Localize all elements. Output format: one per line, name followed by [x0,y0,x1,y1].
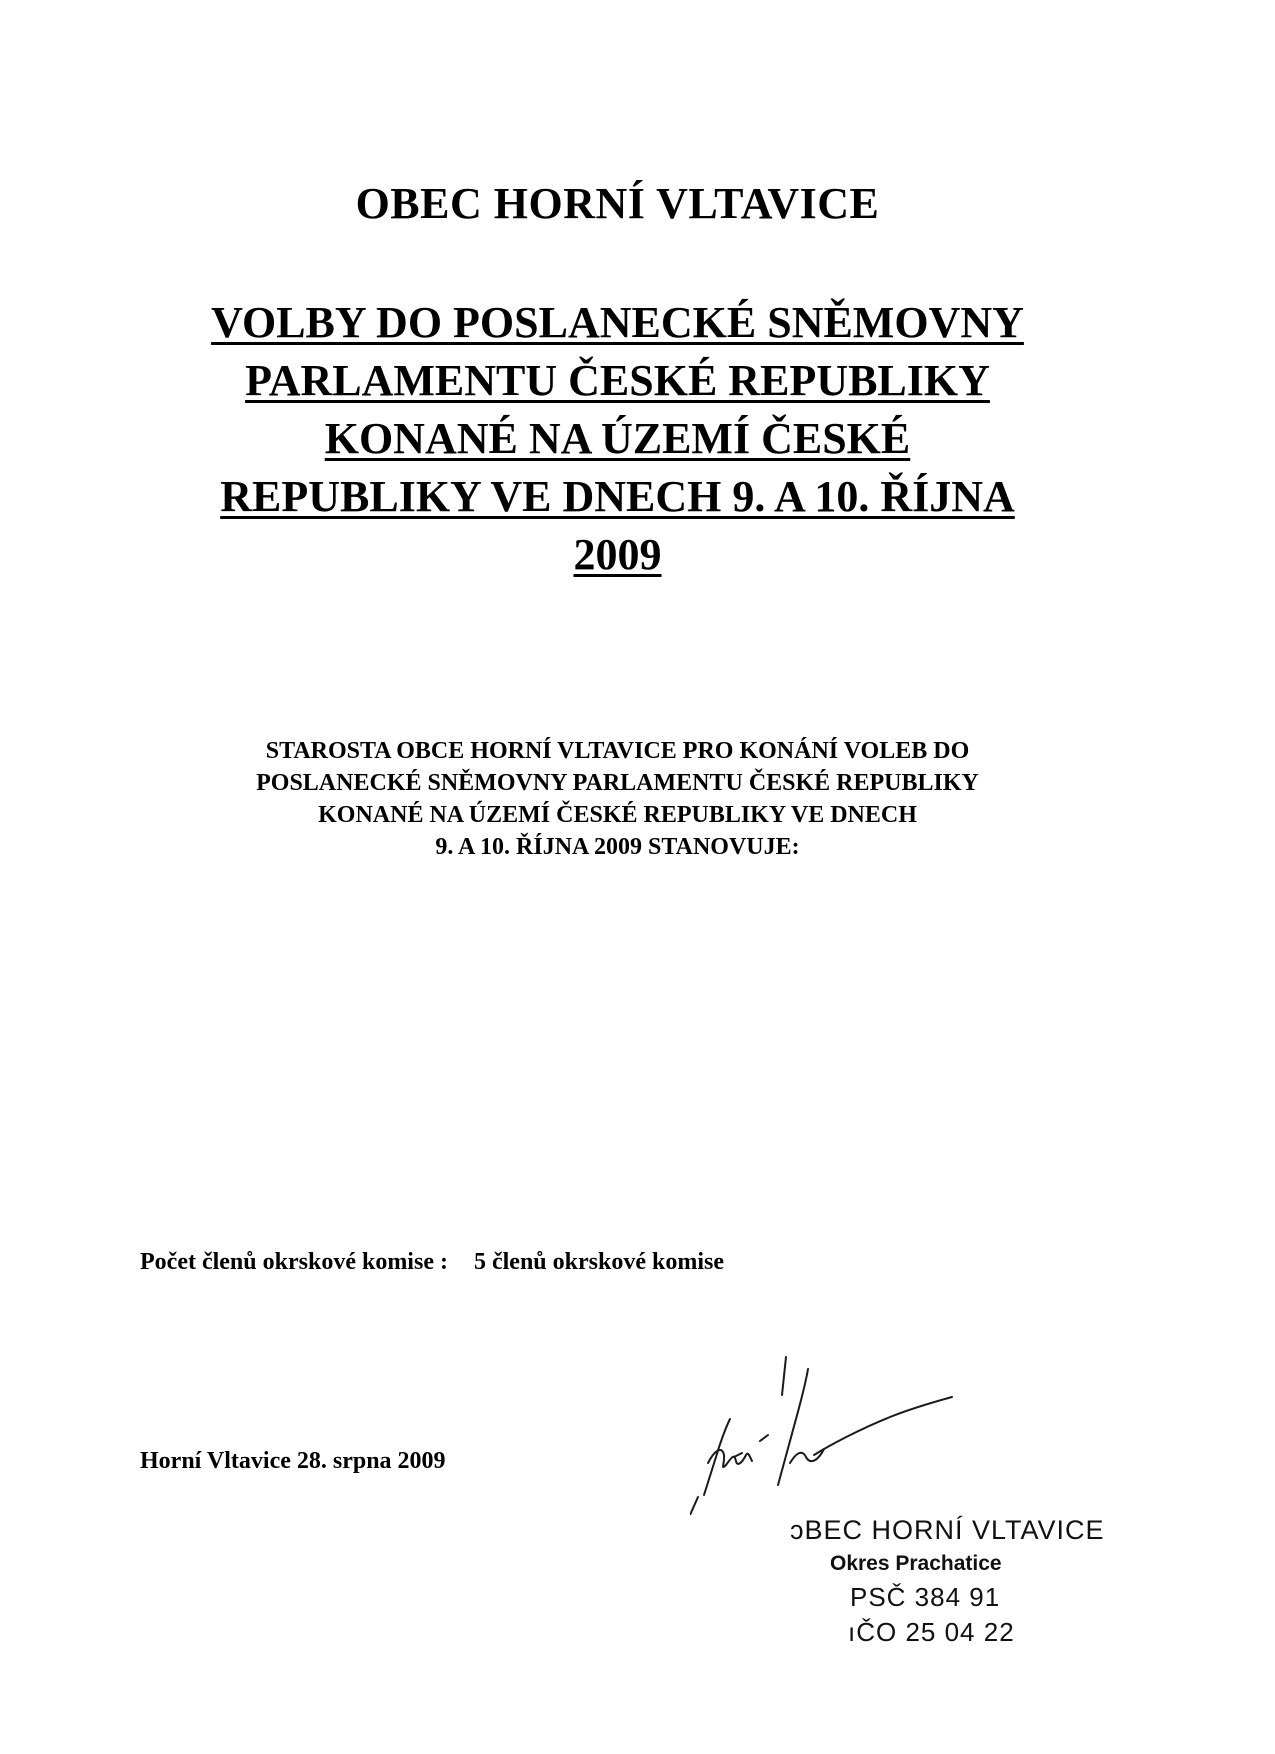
official-stamp [790,1515,1120,1648]
decree-line-2: POSLANECKÉ SNĚMOVNY PARLAMENTU ČESKÉ REPUBLIKY [256,770,979,796]
stamp-postal-code: PSČ 384 91 [850,1582,1001,1612]
title-line-5 [0,526,1235,584]
title-line-2-text: PARLAMENTU ČESKÉ REPUBLIKY [245,356,990,405]
title-line-1 [0,294,1235,352]
title-line-3 [0,410,1235,468]
title-line-4 [0,468,1235,526]
stamp-district: Okres Prachatice [830,1552,1002,1575]
title-line-1-text: VOLBY DO POSLANECKÉ SNĚMOVNY [211,298,1024,347]
municipality-heading: OBEC HORNÍ VLTAVICE [355,179,880,228]
place-and-date: Horní Vltavice 28. srpna 2009 [140,1448,446,1474]
document-title [0,294,1235,584]
decree-statement [0,735,1235,863]
title-line-5-text: 2009 [573,530,662,579]
stamp-municipality: ᴐBEC HORNÍ VLTAVICE [790,1515,1105,1545]
decree-line-4: 9. A 10. ŘÍJNA 2009 STANOVUJE: [435,834,800,860]
handwritten-signature [690,1345,1010,1515]
title-line-2 [0,352,1235,410]
commission-members-value: 5 členů okrskové komise [473,1249,724,1275]
commission-members-label: Počet členů okrskové komise : [140,1249,448,1275]
title-line-3-text: KONANÉ NA ÚZEMÍ ČESKÉ [324,414,911,463]
title-line-4-text: REPUBLIKY VE DNECH 9. A 10. ŘÍJNA [220,472,1015,521]
decree-line-3: KONANÉ NA ÚZEMÍ ČESKÉ REPUBLIKY VE DNECH [318,802,917,828]
commission-members-row [140,1249,724,1276]
decree-line-1: STAROSTA OBCE HORNÍ VLTAVICE PRO KONÁNÍ VOLEB DO [265,738,970,764]
stamp-company-id: ıČO 25 04 22 [848,1617,1015,1647]
